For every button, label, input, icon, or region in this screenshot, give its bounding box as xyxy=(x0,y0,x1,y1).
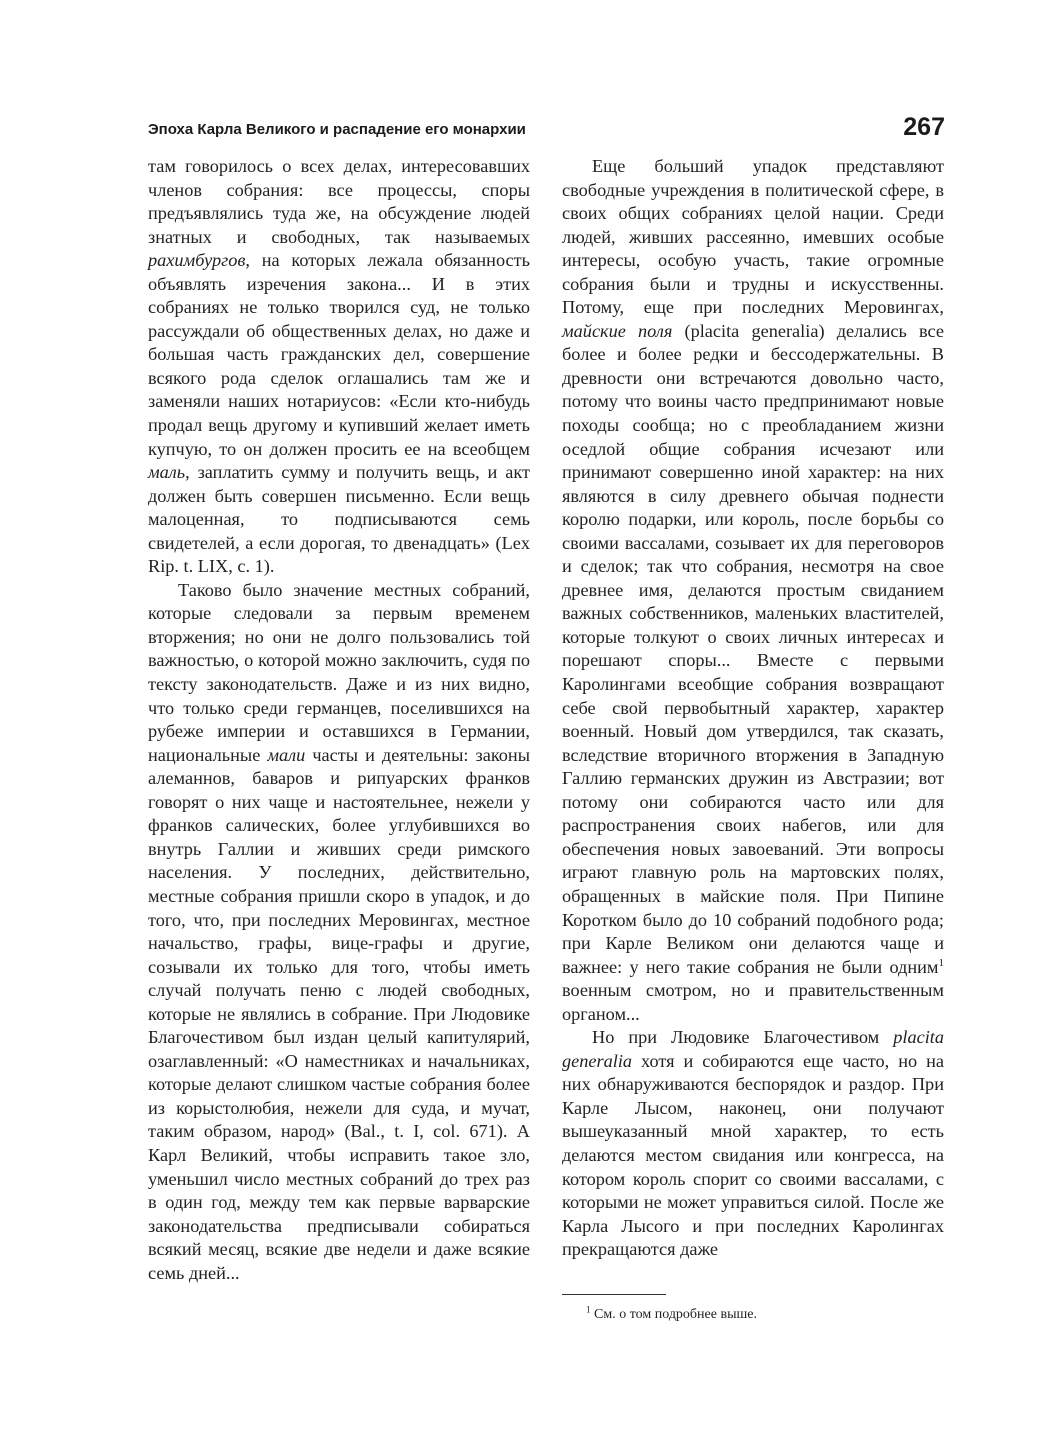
italic-term: мали xyxy=(267,744,306,765)
text-run: военным смотром, но и правительственным органом... xyxy=(562,980,944,1024)
footnote xyxy=(586,1306,946,1324)
paragraph xyxy=(148,579,530,1285)
text-run: , на которых лежала обязанность объявлять изречения закона... И в этих собраниях не только творился суд, не только рассуждали об общественных делах, но даже и большая часть гражданских дел, совершение всякого рода сделок оглашались там же и заменяли наших нотариусов: «Если кто-нибудь продал вещь другому и купивший желает иметь купчую, то он должен просить ее на всеобщем xyxy=(148,250,530,459)
text-run: хотя и собираются еще часто, но на них обнаруживаются беспорядок и раздор. При Карле Лысом, наконец, они получают вышеуказанный мной характер, то есть делаются местом свидания или конгресса, на котором король спорит со своими вассалами, с которыми не может управиться силой. После же Карла Лысого и при последних Каролингах прекращаются даже xyxy=(562,1050,944,1260)
text-run: Но при Людовике Благочестивом xyxy=(592,1027,894,1048)
footnote-reference[interactable]: 1 xyxy=(938,956,944,969)
footnote-rule xyxy=(562,1294,666,1295)
text-run: (placita generalia) делались все более и более редки и бессодержательны. В древности они встречаются довольно часто, потому что воины часто предпринимают новые походы сообща; но с преобладанием жизни оседлой общие собрания исчезают или принимают совершенно иной характер: на них являются в силу древнего обычая поднести королю подарки, или король, после борьбы со своими вассалами, созывает их для переговоров и сделок; так что собрания, несмотря на свое древнее имя, делаются простым свиданием важных собственников, маленьких властителей, которые толкуют о своих личных интересах и порешают споры... Вместе с первыми Каролингами всеобщие собрания возвращают себе свой первобытный характер, характер военный. Новый дом утвердился, так сказать, вследствие вторичного вторжения в Западную Галлию германских дружин из Австразии; вот потому они собираются часто или для распространения своих набегов, или для обеспечения новых завоеваний. Эти вопросы играют главную роль на мартовских полях, обращенных в майские поля. При Пипине Коротком было до 10 собраний подобного рода; при Карле Великом они делаются чаще и важнее: у него такие собрания не были одним xyxy=(562,320,944,977)
text-run: часты и деятельны: законы алеманнов, баваров и рипуарских франков говорят о них чаще и настоятельнее, нежели у франков салических, более углубившихся во внутрь Галлии и живших среди римского населения. У последних, действительно, местные собрания пришли скоро в упадок, и до того, что, при последних Меровингах, местное начальство, графы, вице-графы и другие, созывали их только для того, чтобы иметь случай получать пеню с людей свободных, которые не являлись в собрание. При Людовике Благочестивом был издан целый капитулярий, озаглавленный: «О наместниках и начальниках, которые делают слишком частые собрания более из корыстолюбия, нежели для суда, и мучат, таким образом, народ» (Bal., t. I, col. 671). А Карл Великий, чтобы исправить такое зло, уменьшил число местных собраний до трех раз в один год, между тем как первые варварские законодательства предписывали собираться всякий месяц, всякие две недели и даже всякие семь дней... xyxy=(148,744,530,1283)
paragraph xyxy=(562,1026,944,1261)
left-column xyxy=(148,155,530,1285)
right-column xyxy=(562,155,944,1262)
paragraph xyxy=(148,155,530,579)
page-number: 267 xyxy=(903,113,945,141)
text-run: Еще больший упадок представляют свободные учреждения в политической сфере, в своих общих собраниях целой нации. Среди людей, живших рассеянно, имевших особые интересы, особую участь, такие огромные собрания были и трудны и искусственны. Потому, еще при последних Меровингах, xyxy=(562,156,944,318)
paragraph xyxy=(562,155,944,1026)
running-head xyxy=(148,113,945,145)
text-run: там говорилось о всех делах, интересовавших членов собрания: все процессы, споры предъявлялись туда же, на обсуждение людей знатных и свободных, так называемых xyxy=(148,156,530,247)
text-run: Таково было значение местных собраний, которые следовали за первым временем вторжения; но они не долго пользовались той важностью, о которой можно заключить, судя по тексту законодательств. Даже и из них видно, что только среди германцев, поселившихся на рубеже империи и оставшихся в Германии, национальные xyxy=(148,579,530,765)
running-title: Эпоха Карла Великого и распадение его монархии xyxy=(148,121,526,138)
italic-term: рахимбургов xyxy=(148,250,246,271)
footnote-marker: 1 xyxy=(586,1304,591,1315)
italic-term: placita generalia xyxy=(562,1027,944,1071)
italic-term: майские поля xyxy=(562,320,673,341)
footnote-text: См. о том подробнее выше. xyxy=(590,1307,757,1322)
text-run: , заплатить сумму и получить вещь, и акт должен быть совершен письменно. Если вещь малоценная, то подписываются семь свидетелей, а если дорогая, то двенадцать» (Lex Rip. t. LIX, c. 1). xyxy=(148,462,530,577)
italic-term: маль xyxy=(148,462,186,483)
